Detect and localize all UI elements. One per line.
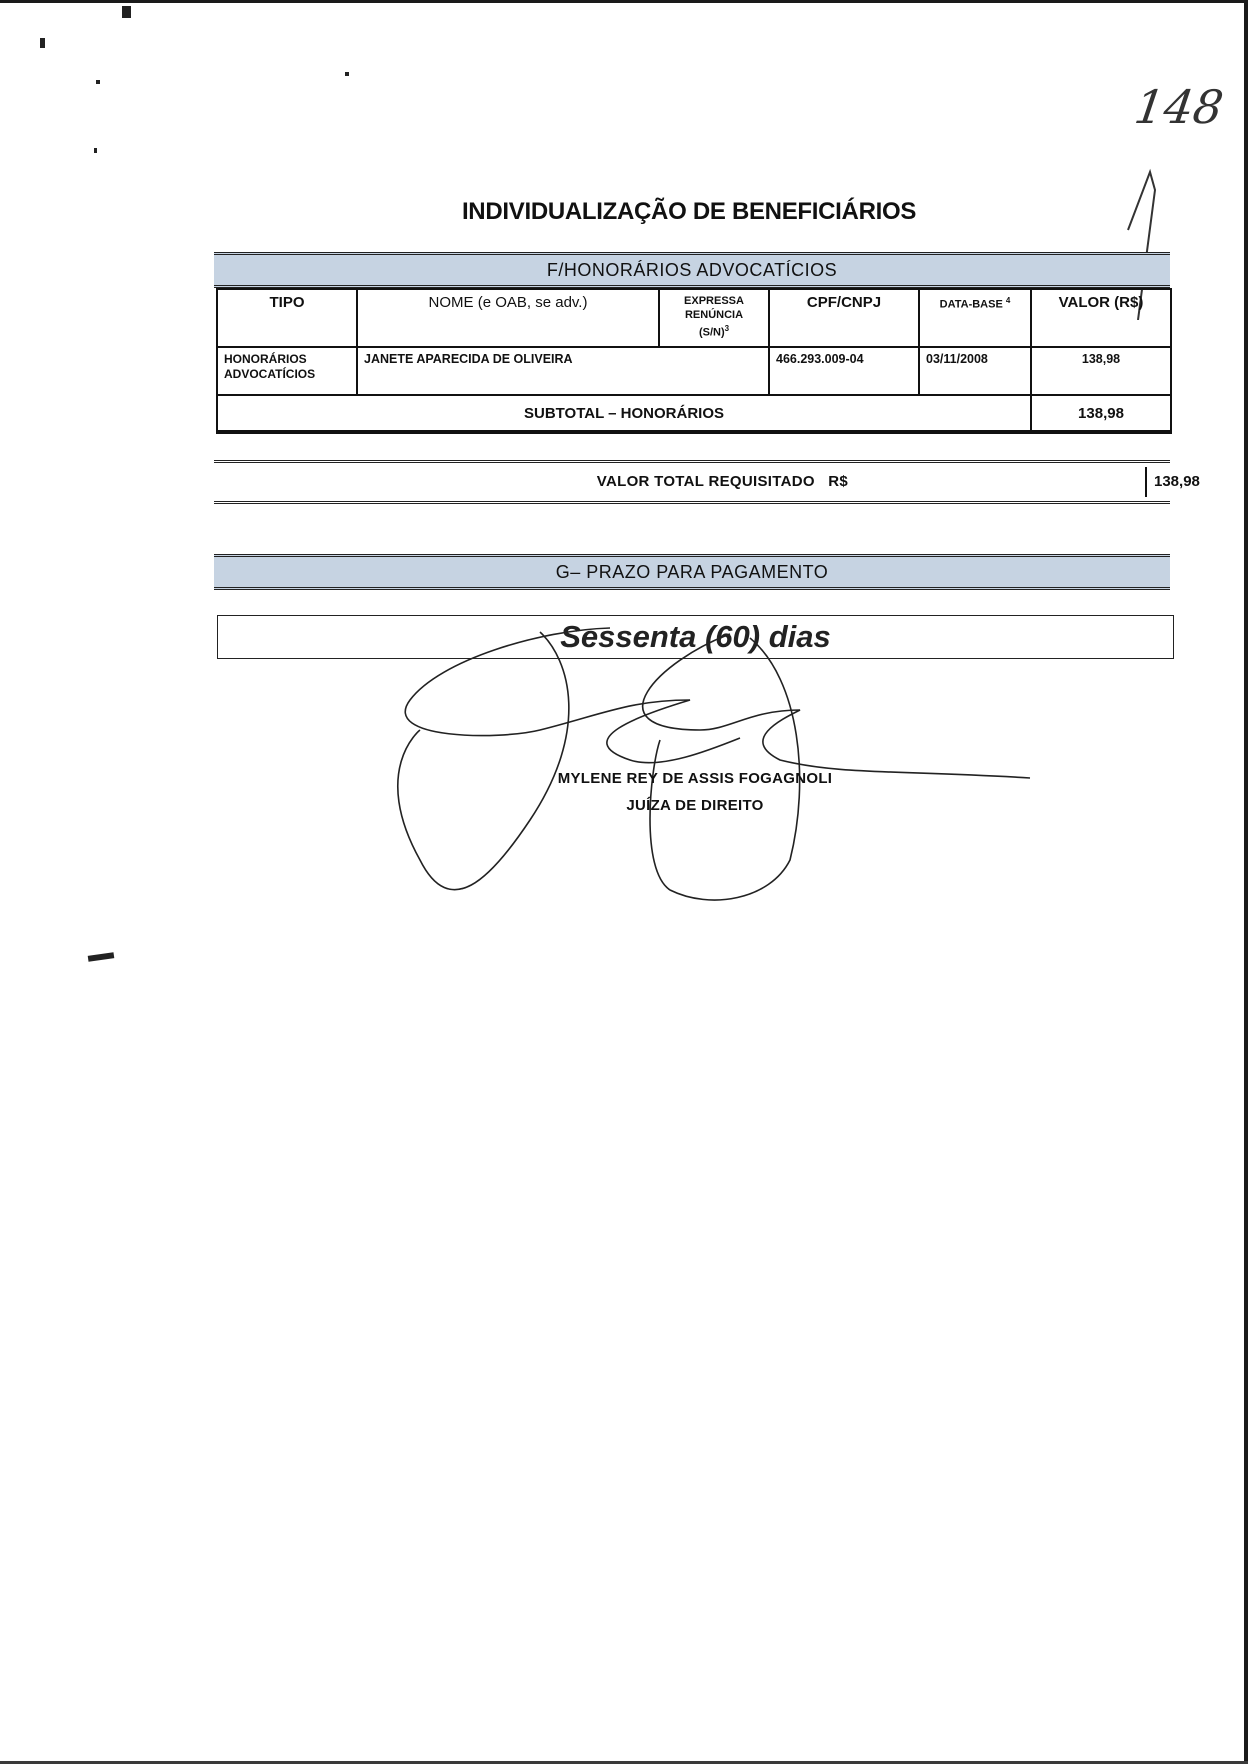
renuncia-line1: EXPRESSA xyxy=(684,295,744,307)
renuncia-line3: (S/N) xyxy=(698,326,725,339)
scan-speck xyxy=(122,6,131,18)
signatory-role: JUÍZA DE DIREITO xyxy=(626,797,764,814)
tipo-line1: HONORÁRIOS xyxy=(224,352,307,366)
cell-valor: 138,98 xyxy=(1031,347,1171,395)
cell-tipo xyxy=(217,347,357,395)
subtotal-row xyxy=(217,395,1171,432)
col-header-valor: VALOR (R$) xyxy=(1031,289,1171,347)
cell-nome: JANETE APARECIDA DE OLIVEIRA xyxy=(357,347,769,395)
col-header-cpf: CPF/CNPJ xyxy=(769,289,919,347)
renuncia-footnote: 3 xyxy=(724,324,730,333)
scan-speck xyxy=(88,952,115,962)
handwritten-signature xyxy=(380,620,1060,910)
total-value: 138,98 xyxy=(1154,473,1200,490)
data-base-label: DATA-BASE xyxy=(939,298,1003,311)
subtotal-label: SUBTOTAL – HONORÁRIOS xyxy=(217,395,1031,432)
table-row xyxy=(217,347,1171,395)
page-number: 148 xyxy=(1131,80,1227,134)
data-base-footnote: 4 xyxy=(1005,296,1011,305)
scan-speck xyxy=(345,72,349,76)
scan-speck xyxy=(40,38,45,48)
scan-edge-right xyxy=(1244,0,1248,1764)
section-g-heading: G– PRAZO PARA PAGAMENTO xyxy=(214,554,1170,590)
total-divider xyxy=(1145,467,1147,497)
subtotal-value: 138,98 xyxy=(1031,395,1171,432)
scan-edge-top xyxy=(0,0,1248,3)
cell-data-base: 03/11/2008 xyxy=(919,347,1031,395)
payment-term-text: Sessenta (60) dias xyxy=(560,619,831,654)
table-header-row xyxy=(217,289,1171,347)
scan-speck xyxy=(96,80,100,84)
total-block xyxy=(214,460,1200,504)
col-header-tipo: TIPO xyxy=(217,289,357,347)
renuncia-line2: RENÚNCIA xyxy=(684,309,744,321)
cell-cpf: 466.293.009-04 xyxy=(769,347,919,395)
document-title: INDIVIDUALIZAÇÃO DE BENEFICIÁRIOS xyxy=(461,198,917,225)
col-header-renuncia xyxy=(659,289,769,347)
signatory-name: MYLENE REY DE ASSIS FOGAGNOLI xyxy=(557,770,833,787)
col-header-nome: NOME (e OAB, se adv.) xyxy=(357,289,659,347)
total-label: VALOR TOTAL REQUISITADO R$ xyxy=(596,473,848,490)
scan-speck xyxy=(94,148,97,153)
col-header-data-base xyxy=(919,289,1031,347)
tipo-line2: ADVOCATÍCIOS xyxy=(224,367,316,381)
beneficiaries-table xyxy=(216,288,1172,434)
section-f-heading: F/HONORÁRIOS ADVOCATÍCIOS xyxy=(214,252,1170,288)
